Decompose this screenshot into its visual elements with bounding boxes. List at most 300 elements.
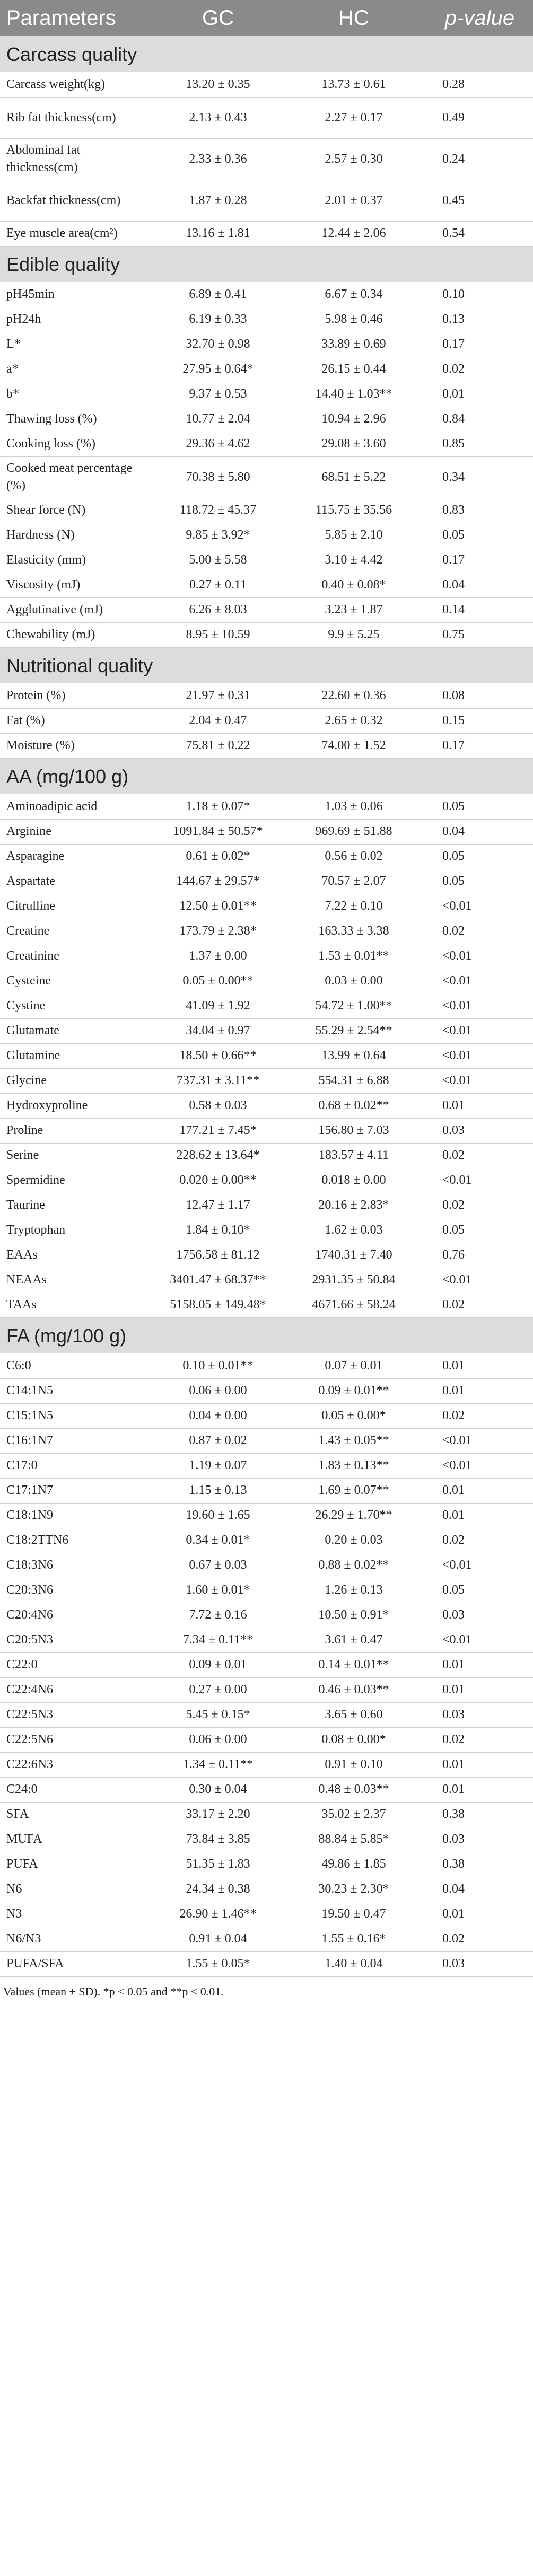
gc-cell: 0.05 ± 0.00**	[182, 974, 254, 988]
table-row	[0, 282, 533, 307]
p-value-cell: 0.85	[442, 437, 465, 451]
hc-cell: 1.26 ± 0.13	[325, 1583, 383, 1597]
section-header	[0, 1317, 533, 1353]
parameter-cell: MUFA	[6, 1832, 42, 1846]
p-value-cell: 0.01	[442, 1757, 465, 1771]
p-value-cell: 0.38	[442, 1807, 465, 1821]
parameter-cell: C6:0	[6, 1358, 31, 1373]
parameter-cell: C20:5N3	[6, 1633, 54, 1647]
table-row	[0, 1578, 533, 1603]
hc-cell: 1.40 ± 0.04	[325, 1957, 383, 1971]
gc-cell: 24.34 ± 0.38	[186, 1882, 250, 1896]
hc-cell: 88.84 ± 5.85*	[318, 1832, 389, 1846]
section-title: Carcass quality	[6, 43, 137, 65]
gc-cell: 737.31 ± 3.11**	[176, 1074, 260, 1087]
gc-cell: 0.30 ± 0.04	[189, 1782, 247, 1796]
parameter-cell: Shear force (N)	[6, 503, 86, 517]
hc-cell: 9.9 ± 5.25	[328, 628, 380, 641]
gc-cell: 5158.05 ± 149.48*	[170, 1298, 266, 1312]
p-value-cell: 0.02	[442, 1198, 465, 1212]
hc-cell: 0.07 ± 0.01	[325, 1358, 383, 1373]
hc-cell: 0.91 ± 0.10	[325, 1757, 383, 1771]
parameter-cell: Elasticity (mm)	[6, 553, 86, 567]
p-value-cell: 0.04	[442, 824, 465, 838]
gc-cell: 0.34 ± 0.01*	[186, 1533, 250, 1547]
gc-cell: 1.87 ± 0.28	[189, 193, 247, 207]
hc-cell: 1.83 ± 0.13**	[318, 1458, 389, 1472]
parameter-cell: TAAs	[6, 1298, 37, 1312]
hc-cell: 55.29 ± 2.54**	[315, 1024, 392, 1038]
hc-cell: 4671.66 ± 58.24	[312, 1298, 396, 1312]
table-row	[0, 1453, 533, 1478]
hc-cell: 0.88 ± 0.02**	[318, 1558, 389, 1572]
p-value-cell: <0.01	[442, 999, 472, 1013]
section-title: Edible quality	[6, 253, 120, 275]
hc-cell: 12.44 ± 2.06	[321, 226, 386, 240]
gc-cell: 0.67 ± 0.03	[189, 1558, 247, 1572]
gc-cell: 173.79 ± 2.38*	[179, 924, 257, 938]
gc-cell: 2.04 ± 0.47	[189, 714, 247, 727]
table-row	[0, 869, 533, 894]
table-header	[0, 0, 533, 36]
gc-cell: 0.10 ± 0.01**	[182, 1358, 254, 1373]
table-row	[0, 1043, 533, 1068]
hc-cell: 14.40 ± 1.03**	[315, 387, 392, 401]
table-row	[0, 1652, 533, 1677]
gc-cell: 10.77 ± 2.04	[186, 412, 250, 426]
table-row	[0, 1528, 533, 1553]
hc-cell: 2.65 ± 0.32	[325, 714, 383, 727]
table-row	[0, 1677, 533, 1702]
section-title: FA (mg/100 g)	[6, 1324, 127, 1347]
table-row	[0, 1353, 533, 1378]
parameter-cell: C22:5N3	[6, 1708, 54, 1721]
hc-cell: 26.29 ± 1.70**	[315, 1508, 392, 1522]
hc-cell: 2.01 ± 0.37	[325, 193, 383, 207]
p-value-cell: 0.34	[442, 470, 465, 484]
table-row	[0, 944, 533, 969]
hc-cell: 70.57 ± 2.07	[321, 874, 386, 888]
table-row	[0, 1143, 533, 1168]
gc-cell: 27.95 ± 0.64*	[182, 362, 254, 376]
p-value-cell: 0.05	[442, 528, 465, 542]
hc-cell: 0.03 ± 0.00	[325, 974, 383, 988]
table-row	[0, 573, 533, 597]
gc-cell: 51.35 ± 1.83	[186, 1857, 250, 1871]
p-value-cell: 0.05	[442, 874, 465, 888]
p-value-cell: 0.05	[442, 799, 465, 813]
gc-cell: 0.27 ± 0.11	[189, 578, 247, 592]
table-row	[0, 1293, 533, 1317]
hc-cell: 35.02 ± 2.37	[321, 1807, 386, 1821]
p-value-cell: 0.05	[442, 1223, 465, 1237]
gc-cell: 0.91 ± 0.04	[189, 1932, 247, 1946]
gc-cell: 0.09 ± 0.01	[189, 1658, 247, 1672]
hc-cell: 0.14 ± 0.01**	[318, 1658, 389, 1672]
gc-cell: 12.50 ± 0.01**	[179, 899, 257, 913]
table-row	[0, 597, 533, 622]
gc-cell: 177.21 ± 7.45*	[179, 1123, 257, 1137]
parameter-cell: Agglutinative (mJ)	[6, 603, 103, 617]
table-row	[0, 844, 533, 869]
parameter-cell: C18:1N9	[6, 1508, 54, 1522]
table-row	[0, 307, 533, 332]
p-value-cell: 0.28	[442, 77, 465, 91]
hc-cell: 2.27 ± 0.17	[325, 110, 383, 125]
parameter-cell: N6/N3	[6, 1932, 41, 1946]
table-row	[0, 332, 533, 357]
parameter-cell: Creatinine	[6, 949, 59, 963]
table-row	[0, 221, 533, 246]
gc-cell: 5.00 ± 5.58	[189, 553, 247, 567]
footnote: Values (mean ± SD). *p < 0.05 and **p < 0.01.	[3, 1984, 224, 1998]
p-value-cell: <0.01	[442, 1458, 472, 1472]
parameter-cell: Aminoadipic acid	[6, 799, 98, 813]
parameter-cell: Hydroxyproline	[6, 1098, 88, 1112]
table-row	[0, 733, 533, 758]
hc-cell: 0.09 ± 0.01**	[318, 1384, 389, 1397]
table-row	[0, 1268, 533, 1293]
table-row	[0, 180, 533, 221]
gc-cell: 13.20 ± 0.35	[186, 77, 250, 91]
parameter-cell: C22:0	[6, 1658, 38, 1672]
gc-cell: 34.04 ± 0.97	[186, 1024, 250, 1038]
parameter-cell: C17:1N7	[6, 1483, 54, 1497]
section-header	[0, 36, 533, 72]
parameter-cell: Backfat thickness(cm)	[6, 193, 121, 207]
parameter-cell: Serine	[6, 1148, 39, 1162]
gc-cell: 0.58 ± 0.03	[189, 1098, 247, 1112]
gc-cell: 2.33 ± 0.36	[189, 152, 247, 166]
parameter-cell: Taurine	[6, 1198, 45, 1212]
hc-cell: 22.60 ± 0.36	[321, 688, 386, 702]
hc-cell: 6.67 ± 0.34	[325, 287, 383, 301]
parameter-cell: Abdominal fat thickness(cm)	[6, 143, 81, 174]
parameter-cell: Glutamate	[6, 1024, 59, 1038]
p-value-cell: 0.02	[442, 1148, 465, 1162]
parameter-cell: Arginine	[6, 824, 51, 838]
p-value-cell: 0.01	[442, 1384, 465, 1397]
hc-cell: 0.46 ± 0.03**	[318, 1683, 389, 1696]
table-row	[0, 138, 533, 180]
gc-cell: 1.60 ± 0.01*	[186, 1583, 250, 1597]
table-row	[0, 683, 533, 708]
parameter-cell: N6	[6, 1882, 22, 1896]
hc-cell: 0.48 ± 0.03**	[318, 1782, 389, 1796]
table-row	[0, 1827, 533, 1852]
gc-cell: 6.19 ± 0.33	[189, 312, 247, 326]
hc-cell: 115.75 ± 35.56	[315, 503, 392, 517]
table-row	[0, 97, 533, 138]
p-value-cell: <0.01	[442, 1633, 472, 1647]
parameter-cell: Chewability (mJ)	[6, 628, 95, 641]
gc-cell: 144.67 ± 29.57*	[176, 874, 260, 888]
table-row	[0, 1951, 533, 1976]
parameter-cell: Protein (%)	[6, 688, 66, 702]
p-value-cell: 0.13	[442, 312, 465, 326]
gc-cell: 1.55 ± 0.05*	[186, 1957, 250, 1971]
hc-cell: 74.00 ± 1.52	[321, 738, 386, 752]
p-value-cell: <0.01	[442, 949, 472, 963]
gc-cell: 41.09 ± 1.92	[186, 999, 250, 1013]
p-value-cell: 0.01	[442, 387, 465, 401]
parameter-cell: Rib fat thickness(cm)	[6, 110, 116, 125]
parameter-cell: Cooked meat percentage (%)	[6, 461, 133, 493]
parameter-cell: Thawing loss (%)	[6, 412, 97, 426]
parameter-cell: C24:0	[6, 1782, 38, 1796]
hc-cell: 30.23 ± 2.30*	[318, 1882, 389, 1896]
gc-cell: 6.26 ± 8.03	[189, 603, 247, 617]
section-title: Nutritional quality	[6, 654, 153, 676]
section-header	[0, 758, 533, 794]
p-value-cell: 0.08	[442, 688, 465, 702]
hc-cell: 1740.31 ± 7.40	[315, 1248, 392, 1262]
table-row	[0, 1553, 533, 1578]
p-value-cell: 0.10	[442, 287, 465, 301]
gc-cell: 32.70 ± 0.98	[186, 337, 250, 351]
p-value-cell: 0.01	[442, 1358, 465, 1373]
parameter-cell: Moisture (%)	[6, 738, 75, 752]
gc-cell: 13.16 ± 1.81	[186, 226, 250, 240]
table-row	[0, 1802, 533, 1827]
table-row	[0, 1168, 533, 1193]
p-value-cell: 0.83	[442, 503, 465, 517]
table-row	[0, 1193, 533, 1218]
header-gc: GC	[202, 6, 234, 30]
parameter-cell: Carcass weight(kg)	[6, 77, 105, 91]
hc-cell: 0.40 ± 0.08*	[321, 578, 386, 592]
p-value-cell: <0.01	[442, 974, 472, 988]
hc-cell: 54.72 ± 1.00**	[315, 999, 392, 1013]
p-value-cell: 0.76	[442, 1248, 465, 1262]
table-row	[0, 819, 533, 844]
hc-cell: 29.08 ± 3.60	[321, 437, 386, 451]
table-row	[0, 969, 533, 994]
hc-cell: 68.51 ± 5.22	[321, 470, 386, 484]
hc-cell: 13.73 ± 0.61	[321, 77, 386, 91]
gc-cell: 0.27 ± 0.00	[189, 1683, 247, 1696]
table-row	[0, 1378, 533, 1403]
table-row	[0, 523, 533, 548]
hc-cell: 3.23 ± 1.87	[325, 603, 383, 617]
hc-cell: 49.86 ± 1.85	[321, 1857, 386, 1871]
p-value-cell: 0.24	[442, 152, 465, 166]
gc-cell: 3401.47 ± 68.37**	[170, 1273, 266, 1287]
table-row	[0, 1403, 533, 1428]
p-value-cell: 0.02	[442, 1298, 465, 1312]
p-value-cell: 0.02	[442, 362, 465, 376]
gc-cell: 33.17 ± 2.20	[186, 1807, 250, 1821]
p-value-cell: 0.01	[442, 1782, 465, 1796]
gc-cell: 18.50 ± 0.66**	[179, 1049, 257, 1062]
p-value-cell: 0.01	[442, 1658, 465, 1672]
gc-cell: 0.87 ± 0.02	[189, 1434, 247, 1447]
table-row	[0, 1603, 533, 1628]
table-row	[0, 72, 533, 97]
table-row	[0, 894, 533, 919]
table-row	[0, 1927, 533, 1951]
parameter-cell: Hardness (N)	[6, 528, 75, 542]
p-value-cell: 0.14	[442, 603, 465, 617]
parameter-cell: Spermidine	[6, 1173, 65, 1187]
hc-cell: 3.61 ± 0.47	[325, 1633, 383, 1647]
table-row	[0, 1702, 533, 1727]
p-value-cell: 0.49	[442, 110, 465, 125]
table-row	[0, 1752, 533, 1777]
parameter-cell: C22:4N6	[6, 1683, 54, 1696]
table-row	[0, 1118, 533, 1143]
gc-cell: 1.18 ± 0.07*	[186, 799, 250, 813]
p-value-cell: 0.17	[442, 553, 465, 567]
gc-cell: 8.95 ± 10.59	[186, 628, 250, 641]
parameter-cell: C18:3N6	[6, 1558, 54, 1572]
p-value-cell: <0.01	[442, 1273, 472, 1287]
parameter-cell: Glutamine	[6, 1049, 60, 1062]
table-row	[0, 1727, 533, 1752]
gc-cell: 1.19 ± 0.07	[189, 1458, 247, 1472]
parameter-cell: C22:6N3	[6, 1757, 54, 1771]
p-value-cell: 0.01	[442, 1508, 465, 1522]
p-value-cell: <0.01	[442, 1173, 472, 1187]
parameter-cell: C14:1N5	[6, 1384, 54, 1397]
p-value-cell: 0.01	[442, 1098, 465, 1112]
hc-cell: 1.62 ± 0.03	[325, 1223, 383, 1237]
table-row	[0, 1902, 533, 1927]
p-value-cell: 0.01	[442, 1683, 465, 1696]
p-value-cell: <0.01	[442, 1074, 472, 1087]
gc-cell: 73.84 ± 3.85	[186, 1832, 250, 1846]
gc-cell: 0.06 ± 0.00	[189, 1384, 247, 1397]
table-row	[0, 548, 533, 573]
parameter-cell: pH45min	[6, 287, 55, 301]
p-value-cell: 0.02	[442, 1409, 465, 1422]
gc-cell: 7.72 ± 0.16	[189, 1608, 247, 1622]
table-row	[0, 1018, 533, 1043]
gc-cell: 118.72 ± 45.37	[179, 503, 257, 517]
gc-cell: 1.15 ± 0.13	[189, 1483, 247, 1497]
hc-cell: 3.10 ± 4.42	[325, 553, 383, 567]
gc-cell: 7.34 ± 0.11**	[182, 1633, 254, 1647]
p-value-cell: 0.84	[442, 412, 465, 426]
hc-cell: 969.69 ± 51.88	[315, 824, 392, 838]
table-row	[0, 1243, 533, 1268]
p-value-cell: 0.17	[442, 337, 465, 351]
p-value-cell: 0.01	[442, 1483, 465, 1497]
p-value-cell: 0.03	[442, 1832, 465, 1846]
hc-cell: 10.50 ± 0.91*	[318, 1608, 389, 1622]
parameter-cell: C18:2TTN6	[6, 1533, 69, 1547]
parameter-cell: pH24h	[6, 312, 41, 326]
p-value-cell: 0.75	[442, 628, 465, 641]
gc-cell: 2.13 ± 0.43	[189, 110, 247, 125]
parameter-cell: PUFA	[6, 1857, 38, 1871]
table-row	[0, 1218, 533, 1243]
parameter-cell: Aspartate	[6, 874, 55, 888]
parameter-cell: C17:0	[6, 1458, 38, 1472]
p-value-cell: 0.01	[442, 1907, 465, 1921]
hc-cell: 1.69 ± 0.07**	[318, 1483, 389, 1497]
hc-cell: 0.018 ± 0.00	[321, 1173, 386, 1187]
p-value-cell: 0.17	[442, 738, 465, 752]
parameter-cell: Cystine	[6, 999, 46, 1013]
parameter-cell: EAAs	[6, 1248, 38, 1262]
p-value-cell: <0.01	[442, 1049, 472, 1062]
hc-cell: 1.43 ± 0.05**	[318, 1434, 389, 1447]
p-value-cell: <0.01	[442, 899, 472, 913]
parameter-cell: Tryptophan	[6, 1223, 66, 1237]
parameter-cell: L*	[6, 337, 21, 351]
table-row	[0, 794, 533, 819]
gc-cell: 5.45 ± 0.15*	[186, 1708, 250, 1721]
table-row	[0, 622, 533, 647]
gc-cell: 0.06 ± 0.00	[189, 1733, 247, 1746]
parameter-cell: C20:4N6	[6, 1608, 54, 1622]
parameter-cell: Cooking loss (%)	[6, 437, 95, 451]
hc-cell: 554.31 ± 6.88	[318, 1074, 389, 1087]
table-row	[0, 357, 533, 382]
hc-cell: 26.15 ± 0.44	[321, 362, 386, 376]
hc-cell: 1.03 ± 0.06	[325, 799, 383, 813]
gc-cell: 1091.84 ± 50.57*	[173, 824, 263, 838]
gc-cell: 0.61 ± 0.02*	[186, 849, 250, 863]
gc-cell: 0.020 ± 0.00**	[179, 1173, 257, 1187]
hc-cell: 183.57 ± 4.11	[318, 1148, 389, 1162]
table-row	[0, 708, 533, 733]
header-hc: HC	[338, 6, 369, 30]
header-parameters: Parameters	[6, 6, 116, 30]
gc-cell: 228.62 ± 13.64*	[176, 1148, 260, 1162]
parameter-cell: C16:1N7	[6, 1434, 54, 1447]
p-value-cell: 0.03	[442, 1608, 465, 1622]
table-row	[0, 1428, 533, 1453]
parameter-cell: C15:1N5	[6, 1409, 54, 1422]
parameter-cell: Viscosity (mJ)	[6, 578, 81, 592]
table-body	[0, 36, 533, 1976]
table-row	[0, 1877, 533, 1902]
parameter-cell: C20:3N6	[6, 1583, 54, 1597]
p-value-cell: 0.05	[442, 849, 465, 863]
p-value-cell: 0.03	[442, 1123, 465, 1137]
hc-cell: 33.89 ± 0.69	[321, 337, 386, 351]
gc-cell: 0.04 ± 0.00	[189, 1409, 247, 1422]
p-value-cell: 0.38	[442, 1857, 465, 1871]
parameter-cell: b*	[6, 387, 19, 401]
p-value-cell: 0.02	[442, 1533, 465, 1547]
gc-cell: 1.37 ± 0.00	[189, 949, 247, 963]
parameter-cell: C22:5N6	[6, 1733, 54, 1746]
gc-cell: 26.90 ± 1.46**	[179, 1907, 257, 1921]
p-value-cell: 0.02	[442, 1733, 465, 1746]
table-row	[0, 919, 533, 944]
hc-cell: 10.94 ± 2.96	[321, 412, 386, 426]
gc-cell: 9.85 ± 3.92*	[186, 528, 250, 542]
table-row	[0, 1503, 533, 1528]
parameter-cell: Creatine	[6, 924, 50, 938]
parameter-cell: Proline	[6, 1123, 43, 1137]
hc-cell: 20.16 ± 2.83*	[318, 1198, 389, 1212]
p-value-cell: <0.01	[442, 1558, 472, 1572]
hc-cell: 1.53 ± 0.01**	[318, 949, 389, 963]
hc-cell: 2931.35 ± 50.84	[312, 1273, 396, 1287]
hc-cell: 0.68 ± 0.02**	[318, 1098, 389, 1112]
p-value-cell: 0.03	[442, 1708, 465, 1721]
table-row	[0, 498, 533, 523]
hc-cell: 19.50 ± 0.47	[321, 1907, 386, 1921]
table-row	[0, 1628, 533, 1652]
parameter-cell: SFA	[6, 1807, 29, 1821]
gc-cell: 19.60 ± 1.65	[186, 1508, 250, 1522]
hc-cell: 0.20 ± 0.03	[325, 1533, 383, 1547]
